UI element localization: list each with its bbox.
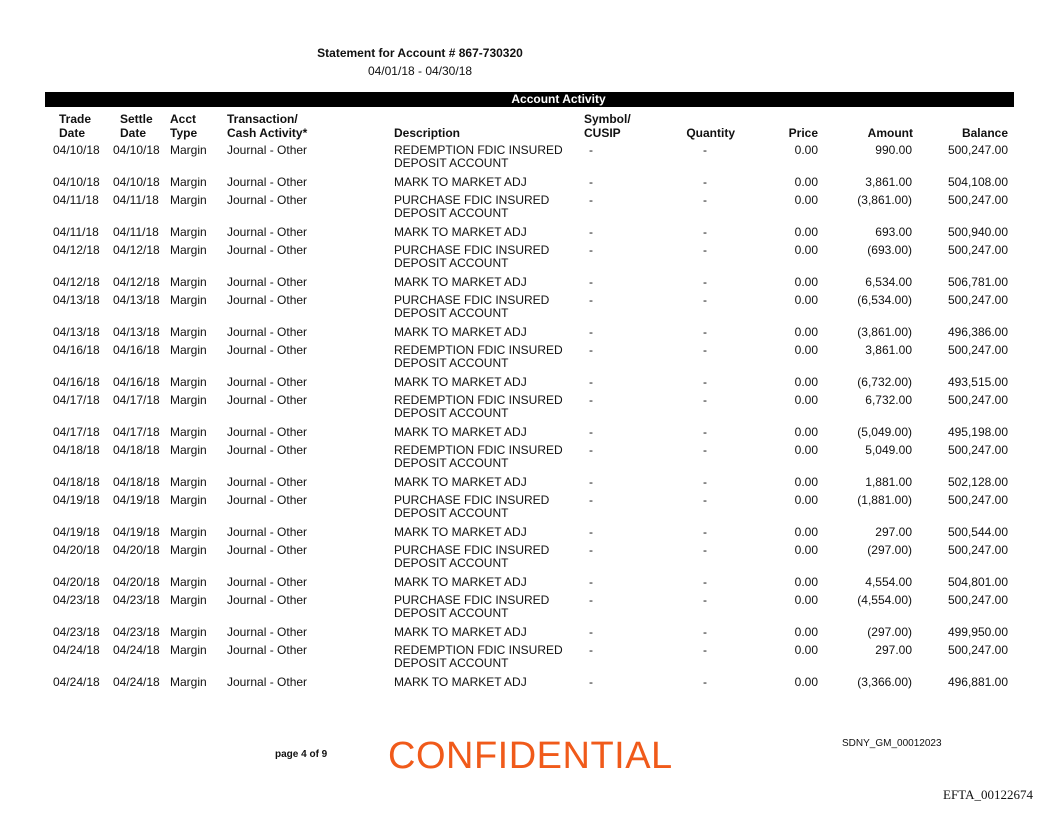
cell-symbol: -: [589, 243, 593, 257]
cell-acct-type: Margin: [170, 374, 207, 389]
cell-balance: 500,247.00: [947, 293, 1008, 307]
cell-transaction: Journal - Other: [227, 624, 308, 639]
description-line: DEPOSIT ACCOUNT: [394, 156, 509, 170]
cell-trade-date: 04/11/18: [53, 193, 99, 207]
page-number: page 4 of 9: [275, 749, 328, 760]
cell-settle-date: 04/23/18: [113, 593, 160, 607]
cell-price: 0.00: [794, 274, 818, 289]
cell-acct-type: Margin: [170, 574, 207, 589]
cell-transaction: Journal - Other: [227, 174, 308, 189]
cell-acct-type: Margin: [170, 443, 207, 457]
efta-number: EFTA_00122674: [943, 787, 1033, 802]
cell-transaction: Journal - Other: [227, 543, 308, 557]
cell-balance: 500,247.00: [947, 593, 1008, 607]
cell-transaction: Journal - Other: [227, 643, 308, 657]
cell-description: [394, 244, 549, 270]
cell-balance: 500,247.00: [947, 543, 1008, 557]
section-title: Account Activity: [511, 92, 606, 106]
cell-transaction: Journal - Other: [227, 524, 308, 539]
cell-description: [394, 594, 549, 620]
cell-settle-date: 04/13/18: [113, 324, 160, 339]
cell-acct-type: Margin: [170, 193, 207, 207]
cell-quantity: -: [703, 474, 707, 489]
cell-transaction: Journal - Other: [227, 424, 308, 439]
description-line: PURCHASE FDIC INSURED: [394, 593, 550, 607]
bates-number: SDNY_GM_00012023: [842, 738, 942, 749]
cell-amount: (4,554.00): [857, 593, 912, 607]
cell-quantity: -: [703, 624, 707, 639]
cell-settle-date: 04/23/18: [113, 624, 160, 639]
cell-quantity: -: [703, 143, 707, 157]
description-line: MARK TO MARKET ADJ: [394, 674, 527, 689]
cell-symbol: -: [589, 643, 593, 657]
cell-balance: 500,940.00: [947, 224, 1008, 239]
cell-quantity: -: [703, 174, 707, 189]
cell-price: 0.00: [794, 174, 818, 189]
cell-balance: 500,247.00: [947, 343, 1008, 357]
cell-balance: 500,247.00: [947, 493, 1008, 507]
description-line: MARK TO MARKET ADJ: [394, 324, 527, 339]
cell-symbol: -: [589, 174, 593, 189]
cell-acct-type: Margin: [170, 274, 207, 289]
cell-symbol: -: [589, 493, 593, 507]
cell-amount: 3,861.00: [865, 343, 912, 357]
col-header-trade-date: Trade Date: [59, 112, 92, 140]
cell-price: 0.00: [794, 674, 818, 689]
cell-price: 0.00: [794, 543, 818, 557]
cell-quantity: -: [703, 374, 707, 389]
description-line: MARK TO MARKET ADJ: [394, 424, 527, 439]
cell-quantity: -: [703, 543, 707, 557]
description-line: DEPOSIT ACCOUNT: [394, 656, 509, 670]
cell-balance: 500,247.00: [947, 443, 1008, 457]
cell-amount: (6,534.00): [857, 293, 912, 307]
cell-settle-date: 04/20/18: [113, 574, 160, 589]
cell-amount: (297.00): [867, 543, 912, 557]
description-line: REDEMPTION FDIC INSURED: [394, 343, 563, 357]
cell-balance: 506,781.00: [947, 274, 1008, 289]
description-line: MARK TO MARKET ADJ: [394, 574, 527, 589]
cell-acct-type: Margin: [170, 293, 207, 307]
cell-symbol: -: [589, 374, 593, 389]
description-line: REDEMPTION FDIC INSURED: [394, 443, 563, 457]
cell-quantity: -: [703, 343, 707, 357]
cell-description: [394, 644, 563, 670]
cell-transaction: Journal - Other: [227, 374, 308, 389]
cell-settle-date: 04/12/18: [113, 274, 160, 289]
cell-settle-date: 04/11/18: [113, 193, 159, 207]
description-line: REDEMPTION FDIC INSURED: [394, 143, 563, 157]
cell-trade-date: 04/23/18: [53, 624, 100, 639]
cell-balance: 500,247.00: [947, 393, 1008, 407]
cell-trade-date: 04/18/18: [53, 443, 100, 457]
description-line: REDEMPTION FDIC INSURED: [394, 393, 563, 407]
cell-description: [394, 544, 549, 570]
cell-symbol: -: [589, 224, 593, 239]
cell-symbol: -: [589, 343, 593, 357]
cell-symbol: -: [589, 574, 593, 589]
cell-symbol: -: [589, 274, 593, 289]
cell-settle-date: 04/24/18: [113, 643, 160, 657]
cell-description: [394, 294, 549, 320]
col-header-transaction: Transaction/ Cash Activity*: [227, 112, 308, 140]
cell-balance: 504,801.00: [947, 574, 1008, 589]
cell-acct-type: Margin: [170, 143, 207, 157]
description-line: MARK TO MARKET ADJ: [394, 174, 527, 189]
cell-description: [394, 194, 549, 220]
cell-amount: 4,554.00: [865, 574, 912, 589]
col-header-quantity: Quantity: [686, 126, 735, 140]
description-line: MARK TO MARKET ADJ: [394, 274, 527, 289]
cell-transaction: Journal - Other: [227, 243, 308, 257]
cell-amount: (6,732.00): [857, 374, 912, 389]
cell-price: 0.00: [794, 193, 818, 207]
cell-description: [394, 444, 563, 470]
cell-price: 0.00: [794, 224, 818, 239]
cell-symbol: -: [589, 474, 593, 489]
cell-trade-date: 04/17/18: [53, 393, 100, 407]
cell-quantity: -: [703, 224, 707, 239]
cell-price: 0.00: [794, 574, 818, 589]
cell-quantity: -: [703, 424, 707, 439]
cell-price: 0.00: [794, 443, 818, 457]
cell-settle-date: 04/16/18: [113, 374, 160, 389]
cell-transaction: Journal - Other: [227, 343, 308, 357]
description-line: DEPOSIT ACCOUNT: [394, 456, 509, 470]
description-line: PURCHASE FDIC INSURED: [394, 543, 550, 557]
cell-trade-date: 04/16/18: [53, 343, 100, 357]
cell-settle-date: 04/17/18: [113, 393, 160, 407]
cell-quantity: -: [703, 324, 707, 339]
cell-price: 0.00: [794, 343, 818, 357]
description-line: MARK TO MARKET ADJ: [394, 224, 527, 239]
cell-balance: 499,950.00: [947, 624, 1008, 639]
description-line: MARK TO MARKET ADJ: [394, 374, 527, 389]
description-line: DEPOSIT ACCOUNT: [394, 256, 509, 270]
cell-description: [394, 376, 527, 389]
cell-acct-type: Margin: [170, 674, 207, 689]
cell-amount: 1,881.00: [865, 474, 912, 489]
description-line: DEPOSIT ACCOUNT: [394, 356, 509, 370]
cell-trade-date: 04/12/18: [53, 243, 100, 257]
cell-price: 0.00: [794, 493, 818, 507]
cell-balance: 502,128.00: [947, 474, 1008, 489]
cell-quantity: -: [703, 243, 707, 257]
cell-amount: (3,861.00): [857, 193, 912, 207]
cell-amount: 297.00: [875, 524, 912, 539]
cell-description: [394, 276, 527, 289]
cell-trade-date: 04/13/18: [53, 293, 100, 307]
description-line: PURCHASE FDIC INSURED: [394, 193, 550, 207]
cell-amount: (3,861.00): [857, 324, 912, 339]
cell-acct-type: Margin: [170, 474, 207, 489]
cell-amount: (1,881.00): [857, 493, 912, 507]
cell-transaction: Journal - Other: [227, 143, 308, 157]
cell-balance: 493,515.00: [947, 374, 1008, 389]
cell-settle-date: 04/16/18: [113, 343, 160, 357]
cell-price: 0.00: [794, 293, 818, 307]
cell-quantity: -: [703, 574, 707, 589]
cell-quantity: -: [703, 443, 707, 457]
cell-settle-date: 04/18/18: [113, 443, 160, 457]
cell-description: [394, 526, 527, 539]
cell-price: 0.00: [794, 643, 818, 657]
description-line: PURCHASE FDIC INSURED: [394, 293, 550, 307]
cell-price: 0.00: [794, 593, 818, 607]
cell-price: 0.00: [794, 424, 818, 439]
cell-transaction: Journal - Other: [227, 493, 308, 507]
cell-symbol: -: [589, 624, 593, 639]
description-line: MARK TO MARKET ADJ: [394, 624, 527, 639]
cell-trade-date: 04/12/18: [53, 274, 100, 289]
cell-trade-date: 04/16/18: [53, 374, 100, 389]
cell-symbol: -: [589, 293, 593, 307]
cell-description: [394, 476, 527, 489]
cell-transaction: Journal - Other: [227, 443, 308, 457]
cell-price: 0.00: [794, 143, 818, 157]
cell-acct-type: Margin: [170, 593, 207, 607]
cell-settle-date: 04/10/18: [113, 143, 160, 157]
cell-amount: 990.00: [875, 143, 912, 157]
cell-description: [394, 426, 527, 439]
cell-balance: 495,198.00: [947, 424, 1008, 439]
cell-acct-type: Margin: [170, 174, 207, 189]
cell-acct-type: Margin: [170, 643, 207, 657]
cell-trade-date: 04/24/18: [53, 674, 100, 689]
col-header-price: Price: [788, 126, 818, 140]
statement-period: 04/01/18 - 04/30/18: [367, 64, 473, 78]
cell-acct-type: Margin: [170, 343, 207, 357]
cell-settle-date: 04/19/18: [113, 524, 160, 539]
cell-symbol: -: [589, 424, 593, 439]
cell-balance: 500,247.00: [947, 143, 1008, 157]
cell-symbol: -: [589, 674, 593, 689]
cell-amount: (297.00): [867, 624, 912, 639]
cell-settle-date: 04/12/18: [113, 243, 160, 257]
cell-description: [394, 144, 563, 170]
cell-amount: (3,366.00): [857, 674, 912, 689]
cell-amount: 5,049.00: [865, 443, 912, 457]
cell-description: [394, 344, 563, 370]
cell-acct-type: Margin: [170, 324, 207, 339]
cell-symbol: -: [589, 543, 593, 557]
cell-balance: 500,247.00: [947, 643, 1008, 657]
cell-balance: 496,386.00: [947, 324, 1008, 339]
cell-balance: 496,881.00: [947, 674, 1008, 689]
cell-transaction: Journal - Other: [227, 593, 308, 607]
cell-transaction: Journal - Other: [227, 574, 308, 589]
cell-balance: 500,544.00: [947, 524, 1008, 539]
description-line: DEPOSIT ACCOUNT: [394, 306, 509, 320]
cell-symbol: -: [589, 193, 593, 207]
cell-trade-date: 04/10/18: [53, 143, 100, 157]
cell-transaction: Journal - Other: [227, 293, 308, 307]
description-line: REDEMPTION FDIC INSURED: [394, 643, 563, 657]
description-line: DEPOSIT ACCOUNT: [394, 606, 509, 620]
cell-quantity: -: [703, 674, 707, 689]
cell-settle-date: 04/19/18: [113, 493, 160, 507]
cell-acct-type: Margin: [170, 524, 207, 539]
cell-acct-type: Margin: [170, 424, 207, 439]
cell-price: 0.00: [794, 374, 818, 389]
cell-trade-date: 04/23/18: [53, 593, 100, 607]
cell-quantity: -: [703, 524, 707, 539]
cell-transaction: Journal - Other: [227, 474, 308, 489]
cell-balance: 500,247.00: [947, 193, 1008, 207]
cell-trade-date: 04/11/18: [53, 224, 99, 239]
cell-price: 0.00: [794, 393, 818, 407]
cell-transaction: Journal - Other: [227, 193, 308, 207]
cell-transaction: Journal - Other: [227, 274, 308, 289]
cell-trade-date: 04/19/18: [53, 524, 100, 539]
col-header-settle-date: Settle Date: [120, 112, 153, 140]
cell-transaction: Journal - Other: [227, 224, 308, 239]
cell-price: 0.00: [794, 474, 818, 489]
col-header-symbol: Symbol/ CUSIP: [584, 112, 631, 140]
cell-description: [394, 626, 527, 639]
cell-symbol: -: [589, 443, 593, 457]
cell-trade-date: 04/24/18: [53, 643, 100, 657]
col-header-balance: Balance: [961, 126, 1008, 140]
cell-settle-date: 04/20/18: [113, 543, 160, 557]
cell-quantity: -: [703, 393, 707, 407]
cell-settle-date: 04/24/18: [113, 674, 160, 689]
confidential-stamp: CONFIDENTIAL: [388, 735, 673, 777]
description-line: DEPOSIT ACCOUNT: [394, 506, 509, 520]
statement-title: Statement for Account # 867-730320: [317, 46, 523, 60]
col-header-description: Description: [394, 126, 461, 140]
cell-settle-date: 04/11/18: [113, 224, 159, 239]
cell-trade-date: 04/17/18: [53, 424, 100, 439]
col-header-amount: Amount: [867, 126, 913, 140]
cell-acct-type: Margin: [170, 624, 207, 639]
cell-amount: (693.00): [867, 243, 912, 257]
cell-description: [394, 326, 527, 339]
cell-acct-type: Margin: [170, 493, 207, 507]
cell-quantity: -: [703, 293, 707, 307]
cell-quantity: -: [703, 274, 707, 289]
description-line: DEPOSIT ACCOUNT: [394, 556, 509, 570]
cell-symbol: -: [589, 324, 593, 339]
cell-description: [394, 576, 527, 589]
cell-quantity: -: [703, 493, 707, 507]
cell-settle-date: 04/17/18: [113, 424, 160, 439]
cell-trade-date: 04/13/18: [53, 324, 100, 339]
cell-acct-type: Margin: [170, 243, 207, 257]
cell-transaction: Journal - Other: [227, 674, 308, 689]
cell-description: [394, 226, 527, 239]
cell-trade-date: 04/19/18: [53, 493, 100, 507]
cell-description: [394, 494, 549, 520]
description-line: DEPOSIT ACCOUNT: [394, 406, 509, 420]
col-header-acct-type: Acct Type: [170, 112, 198, 140]
cell-settle-date: 04/18/18: [113, 474, 160, 489]
cell-settle-date: 04/10/18: [113, 174, 160, 189]
cell-trade-date: 04/10/18: [53, 174, 100, 189]
cell-symbol: -: [589, 143, 593, 157]
description-line: DEPOSIT ACCOUNT: [394, 206, 509, 220]
cell-amount: 6,534.00: [865, 274, 912, 289]
cell-acct-type: Margin: [170, 393, 207, 407]
cell-price: 0.00: [794, 524, 818, 539]
cell-symbol: -: [589, 524, 593, 539]
cell-description: [394, 176, 527, 189]
description-line: PURCHASE FDIC INSURED: [394, 493, 550, 507]
cell-trade-date: 04/20/18: [53, 543, 100, 557]
cell-price: 0.00: [794, 624, 818, 639]
cell-price: 0.00: [794, 243, 818, 257]
cell-description: [394, 676, 527, 689]
cell-price: 0.00: [794, 324, 818, 339]
cell-amount: (5,049.00): [857, 424, 912, 439]
cell-description: [394, 394, 563, 420]
cell-acct-type: Margin: [170, 224, 207, 239]
cell-transaction: Journal - Other: [227, 393, 308, 407]
cell-transaction: Journal - Other: [227, 324, 308, 339]
description-line: MARK TO MARKET ADJ: [394, 474, 527, 489]
cell-amount: 6,732.00: [865, 393, 912, 407]
cell-balance: 500,247.00: [947, 243, 1008, 257]
cell-amount: 297.00: [875, 643, 912, 657]
cell-trade-date: 04/20/18: [53, 574, 100, 589]
cell-trade-date: 04/18/18: [53, 474, 100, 489]
cell-amount: 693.00: [875, 224, 912, 239]
cell-symbol: -: [589, 593, 593, 607]
cell-amount: 3,861.00: [865, 174, 912, 189]
cell-settle-date: 04/13/18: [113, 293, 160, 307]
section-header-bar: [45, 92, 1014, 107]
cell-symbol: -: [589, 393, 593, 407]
cell-balance: 504,108.00: [947, 174, 1008, 189]
cell-quantity: -: [703, 193, 707, 207]
cell-quantity: -: [703, 643, 707, 657]
cell-acct-type: Margin: [170, 543, 207, 557]
cell-quantity: -: [703, 593, 707, 607]
description-line: MARK TO MARKET ADJ: [394, 524, 527, 539]
description-line: PURCHASE FDIC INSURED: [394, 243, 550, 257]
